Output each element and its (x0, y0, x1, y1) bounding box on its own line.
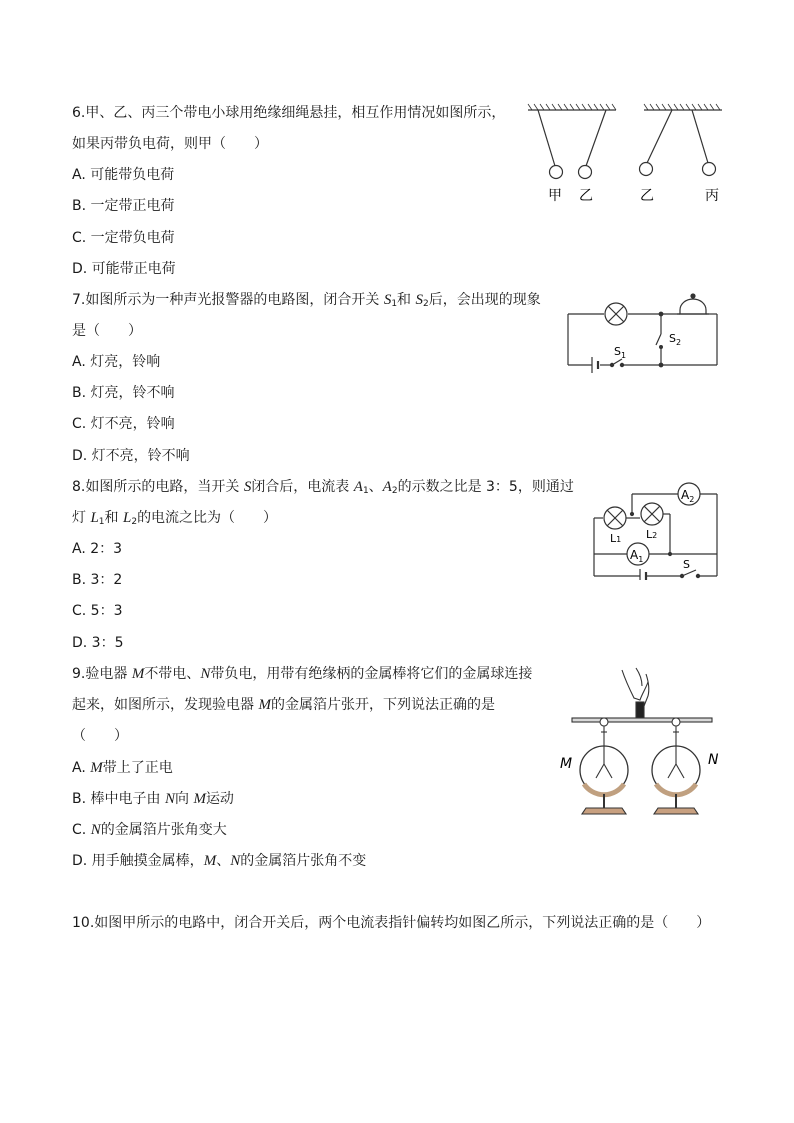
q6-stem-line2: 如果丙带负电荷，则甲（ ） (72, 136, 268, 152)
q9-figure-electroscopes (556, 660, 726, 828)
svg-text:A2: $A_2$ (681, 488, 695, 504)
q9-option-c: C. N的金属箔片张角变大 (72, 822, 227, 838)
q6-option-c: C. 一定带负电荷 (72, 230, 175, 246)
q8-label-l2: L (646, 528, 653, 541)
svg-text:S2: $S_2$ (669, 332, 682, 347)
q6-option-d: D. 可能带正电荷 (72, 261, 176, 277)
svg-text:L2: L2 (646, 528, 658, 541)
q7-option-a: A. 灯亮，铃响 (72, 354, 161, 370)
q6-figure-pendulums (522, 100, 728, 210)
q7-option-d: D. 灯不亮，铃不响 (72, 448, 190, 464)
q8-label-a1: A (630, 548, 639, 562)
q6-option-b: B. 一定带正电荷 (72, 198, 175, 214)
q7-stem-line2: 是（ ） (72, 323, 142, 339)
q8-option-a: A. 2：3 (72, 541, 123, 557)
q9-label-n: N (708, 752, 719, 768)
q6-label-yi-left: 乙 (579, 188, 593, 204)
q6-label-yi-right: 乙 (640, 188, 654, 204)
q9-stem-line1: 9.验电器 M不带电、N带负电，用带有绝缘柄的金属棒将它们的金属球连接 (72, 666, 533, 682)
q7-label-s1: S (614, 345, 621, 358)
q8-figure-parallel-circuit (590, 480, 725, 580)
q6-label-bing: 丙 (705, 188, 719, 204)
q7-option-c: C. 灯不亮，铃响 (72, 416, 175, 432)
q8-stem-line1: 8.如图所示的电路，当开关 S闭合后，电流表 $A_1$、$A_2$的示数之比是 3：5，则通过 (72, 479, 574, 496)
q8-label-s: S (683, 558, 690, 571)
q8-stem-line2: 灯 $L_1$和 $L_2$的电流之比为（ ） (72, 510, 278, 527)
q10-stem-line1: 10.如图甲所示的电路中，闭合开关后，两个电流表指针偏转均如图乙所示，下列说法正确的是（ ） (72, 915, 711, 931)
q8-option-b: B. 3：2 (72, 572, 123, 588)
q8-option-d: D. 3：5 (72, 635, 124, 651)
q7-figure-alarm-circuit (562, 290, 722, 375)
svg-text:L1: L1 (610, 532, 622, 545)
q9-option-b: B. 棒中电子由 N向 M运动 (72, 791, 234, 807)
svg-text:S1: $S_1$ (614, 345, 627, 360)
svg-text:A1: $A_1$ (630, 548, 644, 564)
q7-label-s2: S (669, 332, 676, 345)
q9-option-d: D. 用手触摸金属棒，M、N的金属箔片张角不变 (72, 853, 367, 869)
q8-label-a2: A (681, 488, 690, 502)
q7-option-b: B. 灯亮，铃不响 (72, 385, 175, 401)
q9-stem-line3: （ ） (72, 728, 128, 744)
q8-label-l1: L (610, 532, 617, 545)
q8-option-c: C. 5：3 (72, 603, 123, 619)
q9-option-a: A. M带上了正电 (72, 760, 173, 776)
q7-stem-line1: 7.如图所示为一种声光报警器的电路图，闭合开关 $S_1$和 $S_2$后，会出现的现象 (72, 292, 541, 309)
q6-label-jia: 甲 (548, 188, 562, 204)
q6-option-a: A. 可能带负电荷 (72, 167, 175, 183)
q9-stem-line2: 起来，如图所示，发现验电器 M的金属箔片张开，下列说法正确的是 (72, 697, 495, 713)
q6-stem-line1: 6.甲、乙、丙三个带电小球用绝缘细绳悬挂，相互作用情况如图所示， (72, 105, 506, 121)
q9-label-m: M (560, 756, 573, 772)
